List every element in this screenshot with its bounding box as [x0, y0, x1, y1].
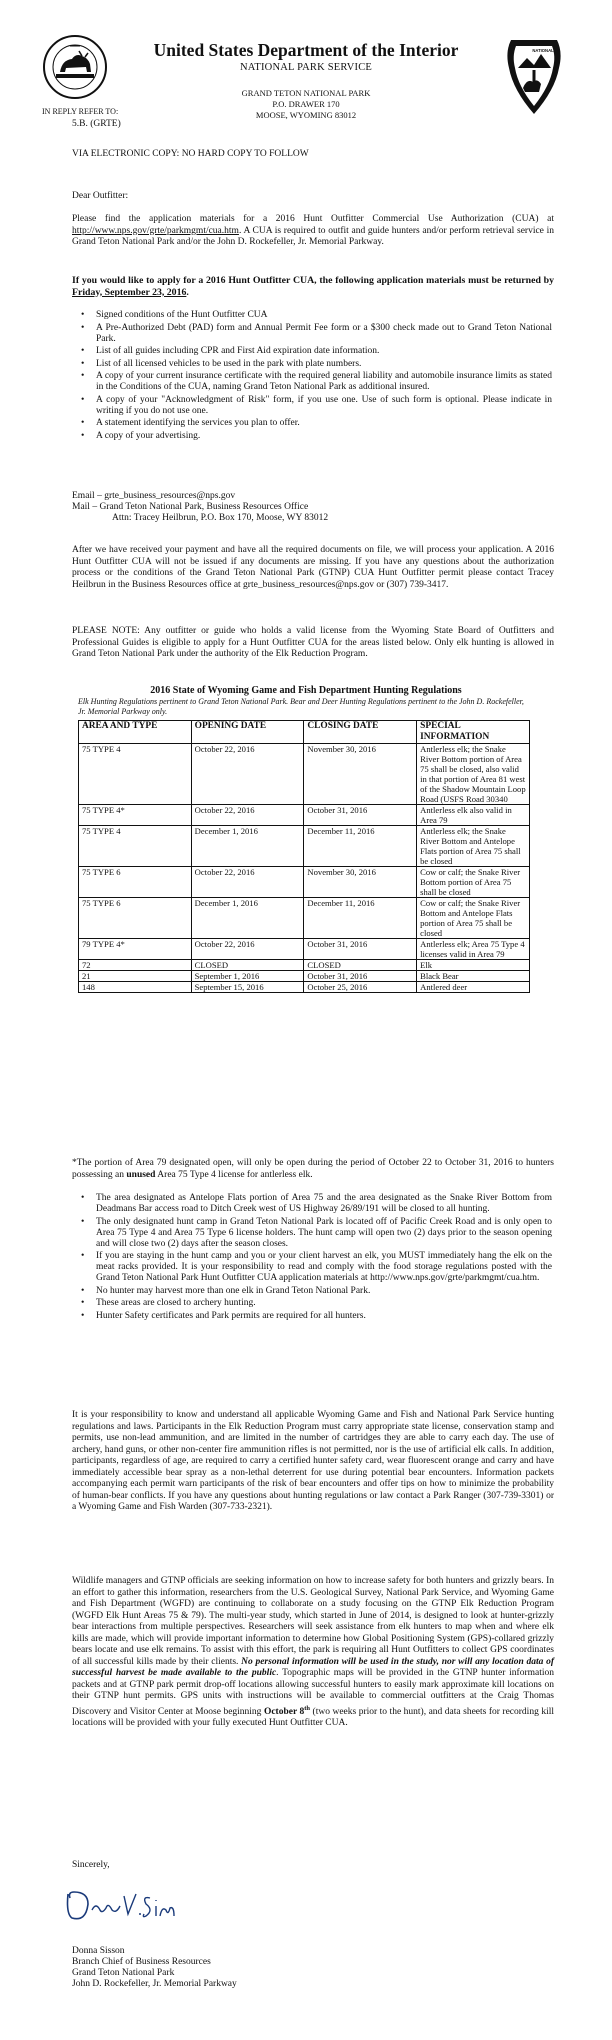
contact-email: Email – grte_business_resources@nps.gov — [72, 491, 236, 501]
intro-text: Please find the application materials for a 2016 Hunt Outfitter Commercial Use Authorization (CUA) at — [72, 214, 554, 224]
signer-name: Donna Sisson — [72, 1946, 125, 1956]
table-cell: September 1, 2016 — [191, 971, 304, 982]
table-cell: 75 TYPE 4 — [79, 744, 192, 805]
list-item: • A copy of your advertising. — [76, 431, 552, 442]
deadline-paragraph — [72, 275, 554, 298]
table-cell: 75 TYPE 6 — [79, 898, 192, 939]
table-cell: October 22, 2016 — [191, 744, 304, 805]
service-name: NATIONAL PARK SERVICE — [239, 62, 373, 73]
list-item: • If you are staying in the hunt camp and you or your client harvest an elk, you MUST immediately hang the elk on the meat racks provided. It is your responsibility to read and comply with the food storage regulations posted with the Grand Teton National Park Hunt Outfitter CUA application materials at http://www.nps.gov/grte/parkmgmt/cua.htm. — [76, 1251, 552, 1284]
table-cell: Antlerless elk; the Snake River Bottom and Antelope Flats portion of Area 75 shall be closed — [417, 826, 530, 867]
delivery-notice: VIA ELECTRONIC COPY: NO HARD COPY TO FOLLOW — [72, 149, 309, 159]
reply-reference: 5.B. (GRTE) — [72, 119, 121, 129]
table-cell: October 22, 2016 — [191, 805, 304, 826]
table-row — [79, 744, 530, 805]
rules-list — [76, 1193, 552, 1323]
nps-arrowhead-icon — [503, 38, 565, 116]
list-item: • List of all licensed vehicles to be used in the park with plate numbers. — [76, 359, 552, 370]
table-cell: October 22, 2016 — [191, 867, 304, 898]
deadline-date: Friday, September 23, 2016 — [72, 286, 187, 298]
column-header: CLOSING DATE — [304, 721, 417, 744]
table-cell: December 11, 2016 — [304, 826, 417, 867]
wildlife-text: . Topographic maps will be provided in the GTNP hunter information packets and at GTNP park permit drop-off locations allowing successful hunters to easily mark approximate kill locations on their GTNP hunt permits. GPS units with instructions will be available to commercial outfitters at the Craig Thomas Discovery and Visitor Center at Moose beginning — [72, 1668, 555, 1717]
wildlife-date-suffix: th — [304, 1704, 311, 1712]
interior-seal-icon — [42, 34, 108, 100]
area79-note — [72, 1158, 554, 1181]
table-row — [79, 982, 530, 993]
table-cell: Antlerless elk; the Snake River Bottom portion of Area 75 shall be closed, also valid in that portion of Area 81 west of the Shadow Mountain Loop Road (USFS Road 30340 — [417, 744, 530, 805]
handwritten-signature — [62, 1884, 182, 1924]
table-cell: 148 — [79, 982, 192, 993]
note-text-bold: unused — [126, 1169, 156, 1180]
table-cell: September 15, 2016 — [191, 982, 304, 993]
table-cell: December 1, 2016 — [191, 898, 304, 939]
signer-title: Branch Chief of Business Resources — [72, 1957, 211, 1967]
table-cell: October 31, 2016 — [304, 971, 417, 982]
intro-text: . A CUA is required to outfit and guide hunters and/or perform retrieval service in Grand Teton National Park and/or the John D. Rockefeller, Jr. Memorial Parkway. — [72, 225, 554, 247]
closing: Sincerely, — [72, 1860, 110, 1870]
table-cell: October 25, 2016 — [304, 982, 417, 993]
table-cell: Cow or calf; the Snake River Bottom portion of Area 75 shall be closed — [417, 867, 530, 898]
table-cell: Antlerless elk; Area 75 Type 4 licenses valid in Area 79 — [417, 939, 530, 960]
table-cell: Cow or calf; the Snake River Bottom and Antelope Flats portion of Area 75 shall be closed — [417, 898, 530, 939]
wildlife-text-bold: No personal information will be used in the study, nor will any location data of successful harvest be made available to the public — [72, 1656, 554, 1678]
application-checklist — [76, 310, 552, 443]
list-item: • A copy of your "Acknowledgment of Risk" form, if you use one. Use of such form is optional. Please indicate in writing if you do not use one. — [76, 395, 552, 417]
regs-subtitle: Elk Hunting Regulations pertinent to Grand Teton National Park. Bear and Deer Hunting Regulations pertinent to the John D. Rockefeller, Jr. Memorial Parkway only. — [78, 697, 524, 716]
table-cell: Black Bear — [417, 971, 530, 982]
table-row — [79, 898, 530, 939]
list-item: • A Pre-Authorized Debt (PAD) form and Annual Permit Fee form or a $300 check made out to Grand Teton National Park. — [76, 323, 552, 345]
list-item: • A statement identifying the services you plan to offer. — [76, 418, 552, 429]
table-header-row — [79, 721, 530, 744]
table-cell: Antlerless elk also valid in Area 79 — [417, 805, 530, 826]
table-cell: CLOSED — [304, 960, 417, 971]
note-paragraph: PLEASE NOTE: Any outfitter or guide who holds a valid license from the Wyoming State Board of Outfitters and Professional Guides is eligible to apply for a Hunt Outfitter CUA for the areas listed below. Only elk hunting is allowed in Grand Teton National Park under the authority of the Elk Reduction Program. — [72, 626, 554, 659]
address-line: P.O. DRAWER 170 — [272, 99, 340, 109]
signature-block — [72, 1946, 554, 1990]
cua-link[interactable]: http://www.nps.gov/grte/parkmgmt/cua.htm — [72, 225, 239, 236]
contact-block — [72, 491, 554, 524]
note-text: Area 75 Type 4 license for antlerless elk. — [155, 1169, 313, 1180]
table-cell: October 22, 2016 — [191, 939, 304, 960]
table-cell: CLOSED — [191, 960, 304, 971]
column-header: AREA AND TYPE — [79, 721, 192, 744]
column-header: SPECIAL INFORMATION — [417, 721, 530, 744]
regulations-table — [78, 720, 530, 993]
table-cell: 75 TYPE 6 — [79, 867, 192, 898]
table-cell: 72 — [79, 960, 192, 971]
deadline-text: . — [186, 286, 189, 298]
table-cell: 75 TYPE 4 — [79, 826, 192, 867]
signer-org: John D. Rockefeller, Jr. Memorial Parkway — [72, 1979, 237, 1989]
address-line: GRAND TETON NATIONAL PARK — [241, 88, 371, 98]
after-paragraph: After we have received your payment and have all the required documents on file, we will process your application. A 2016 Hunt Outfitter CUA will not be issued if any documents are missing. If you have any questions about the authorization process or the conditions of the Grand Teton National Park (GTNP) CUA Hunt Outfitter permit please contact Tracey Heilbrun in the Business Resources office at grte_business_resources@nps.gov or (307) 739-3417. — [72, 545, 554, 590]
table-cell: December 11, 2016 — [304, 898, 417, 939]
list-item: • The only designated hunt camp in Grand Teton National Park is located off of Pacific Creek Road and is only open to Area 75 Type 4 and Area 75 Type 6 license holders. The hunt camp will open two (2) days prior to the season opening and will close two (2) days after the season closes. — [76, 1217, 552, 1250]
list-item: • A copy of your current insurance certificate with the required general liability and automobile insurance limits as stated in the Conditions of the CUA, naming Grand Teton National Park as additional insured. — [76, 371, 552, 393]
table-cell: Elk — [417, 960, 530, 971]
svg-text:NATIONAL: NATIONAL — [532, 48, 554, 53]
table-cell: 21 — [79, 971, 192, 982]
deadline-text: If you would like to apply for a 2016 Hunt Outfitter CUA, the following application materials must be returned by — [72, 275, 554, 286]
table-cell: 79 TYPE 4* — [79, 939, 192, 960]
table-cell: 75 TYPE 4* — [79, 805, 192, 826]
wildlife-text: Wildlife managers and GTNP officials are seeking information on how to increase safety for both hunters and grizzly bears. In an effort to gather this information, researchers from the U.S. Geological Survey, National Park Service, and Wyoming Game and Fish Department (WGFD) are continuing to collaborate on a study focusing on the GTNP Elk Reduction Program (WGFD Elk Hunt Areas 75 & 79). The multi-year study, which started in June of 2014, is designed to look at hunter-grizzly bear interactions from multiple perspectives. Researchers will seek assistance from elk hunters to map when and where elk kills are made, which will provide important information to determine how Global Positioning System (GPS)-collared grizzly bears locate and use elk remains. To assist with this effort, the park is requiring all Hunt Outfitters to collect GPS coordinates of all successful kills made by their clients. — [72, 1576, 554, 1667]
intro-paragraph — [72, 214, 554, 249]
list-item: • No hunter may harvest more than one elk in Grand Teton National Park. — [76, 1286, 552, 1297]
table-row — [79, 826, 530, 867]
table-row — [79, 805, 530, 826]
table-cell: November 30, 2016 — [304, 867, 417, 898]
table-cell: October 31, 2016 — [304, 805, 417, 826]
column-header: OPENING DATE — [191, 721, 304, 744]
wildlife-paragraph — [72, 1576, 554, 1730]
table-row — [79, 971, 530, 982]
table-cell: November 30, 2016 — [304, 744, 417, 805]
responsibility-paragraph: It is your responsibility to know and understand all applicable Wyoming Game and Fish and National Park Service hunting regulations and laws. Participants in the Elk Reduction Program must carry appropriate state license, conservation stamp and permits, use non-lead ammunition, and are limited in the number of cartridges they are able to carry each day. The use of archery, hand guns, or other non-center fire ammunition rifles is not permitted, nor is the use of artificial elk calls. In addition, participants, regardless of age, are required to carry a certified hunter safety card, wear fluorescent orange and carry and have immediately accessible bear spray as a non-lethal deterrent for use during potential bear encounters. Information packets accompanying each permit warn participants of the risk of bear encounters and offer tips on how to minimize the probability of human-bear conflicts. If you have any questions about hunting regulations or law contact a Park Ranger (307-739-3301) or a Wyoming Game and Fish Warden (307-733-2321). — [72, 1410, 554, 1512]
wildlife-text: (two weeks prior to the hunt), and data sheets for recording kill locations will be provided with your fully executed Hunt Outfitter CUA. — [72, 1706, 554, 1729]
regs-title: 2016 State of Wyoming Game and Fish Department Hunting Regulations — [150, 685, 462, 696]
table-cell: October 31, 2016 — [304, 939, 417, 960]
list-item: • The area designated as Antelope Flats portion of Area 75 and the area designated as the Snake River Bottom from Deadmans Bar access road to Ditch Creek west of US Highway 26/89/191 will be closed to all hunting. — [76, 1193, 552, 1215]
reply-label: IN REPLY REFER TO: — [42, 107, 119, 116]
table-row — [79, 939, 530, 960]
table-row — [79, 960, 530, 971]
address-line: MOOSE, WYOMING 83012 — [255, 110, 357, 120]
salutation: Dear Outfitter: — [72, 191, 129, 201]
note-text: *The portion of Area 79 designated open, will only be open during the period of October 22 to October 31, 2016 to hunters possessing an — [72, 1158, 554, 1180]
wildlife-date: October 8 — [263, 1706, 305, 1717]
table-cell: December 1, 2016 — [191, 826, 304, 867]
list-item: • List of all guides including CPR and First Aid expiration date information. — [76, 346, 552, 357]
contact-attn: Attn: Tracey Heilbrun, P.O. Box 170, Moose, WY 83012 — [112, 513, 329, 523]
list-item: • Hunter Safety certificates and Park permits are required for all hunters. — [76, 1311, 552, 1322]
table-cell: Antlered deer — [417, 982, 530, 993]
department-title: United States Department of the Interior — [153, 40, 459, 60]
table-row — [79, 867, 530, 898]
list-item: • These areas are closed to archery hunting. — [76, 1298, 552, 1309]
list-item: • Signed conditions of the Hunt Outfitter CUA — [76, 310, 552, 321]
park-address — [120, 88, 492, 121]
signer-org: Grand Teton National Park — [72, 1968, 175, 1978]
contact-mail: Mail – Grand Teton National Park, Business Resources Office — [72, 502, 309, 512]
